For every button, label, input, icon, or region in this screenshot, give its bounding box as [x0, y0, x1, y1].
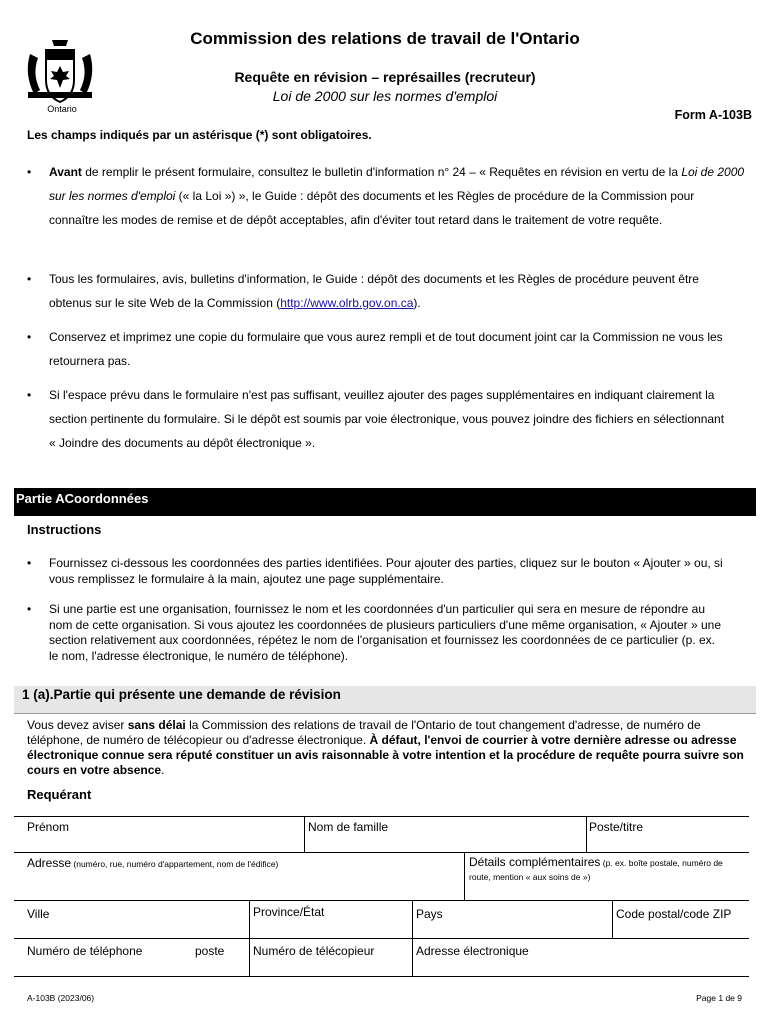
grid-line: [304, 816, 305, 852]
notice-emphasis: sans délai: [127, 718, 186, 732]
notice-text: .: [161, 763, 165, 777]
details-hint: (p. ex. boîte postale, numéro de route, mention « aux soins de »): [469, 858, 723, 882]
list-item: [27, 325, 745, 373]
bullet-text: ).: [413, 296, 421, 310]
bullet-text: (« la Loi ») », le Guide : dépôt des documents et les Règles de procédure de la Commission pour connaître les modes de remise et de dépôt acceptables, afin d'éviter tout retard dans le traitement de votre requête.: [49, 189, 695, 227]
page-title: Commission des relations de travail de l'Ontario: [190, 29, 580, 48]
list-item: [27, 556, 727, 587]
grid-line: [14, 852, 749, 853]
address-label: [27, 856, 278, 870]
olrb-website-link[interactable]: http://www.olrb.gov.on.ca: [280, 296, 414, 310]
act-title-italic: Loi de 2000 sur les normes d'emploi: [49, 165, 745, 203]
list-item: [27, 267, 745, 315]
act-name: Loi de 2000 sur les normes d'emploi: [272, 88, 498, 104]
bullet-text: Conservez et imprimez une copie du formulaire que vous aurez rempli et de tout document joint car la Commission ne vous les retournera pas.: [49, 330, 723, 368]
country-label: Pays: [416, 907, 443, 921]
instructions-heading: Instructions: [27, 522, 102, 537]
details-label-text: Détails complémentaires: [469, 855, 601, 869]
bullet-text: Tous les formulaires, avis, bulletins d'information, le Guide : dépôt des documents et les Règles de procédure peuvent être obtenus sur le site Web de la Commission (: [49, 272, 699, 310]
list-item: [27, 602, 727, 664]
page-number: Page 1 de 9: [696, 993, 742, 1003]
grid-line: [586, 816, 587, 852]
address-label-text: Adresse: [27, 856, 72, 870]
grid-line: [612, 900, 613, 938]
emphasis-text: Avant: [49, 165, 82, 179]
position-title-label: Poste/titre: [589, 820, 644, 834]
bullet-text: Si l'espace prévu dans le formulaire n'est pas suffisant, veuillez ajouter des pages supplémentaires en indiquant clairement la section pertinente du formulaire. Si le dépôt est soumis par voie électronique, vous pouvez joindre des fichiers en sélectionnant: [49, 388, 725, 426]
bullet-icon: •: [27, 165, 32, 179]
address-change-notice: [27, 718, 747, 778]
address-hint: (numéro, rue, numéro d'appartement, nom de l'édifice): [71, 859, 279, 869]
bullet-text: « Joindre des documents au dépôt électronique ».: [49, 436, 316, 450]
city-label: Ville: [27, 907, 50, 921]
fax-label: Numéro de télécopieur: [253, 944, 375, 958]
postal-code-label: Code postal/code ZIP: [616, 907, 732, 921]
extension-label: poste: [195, 944, 225, 958]
grid-line: [14, 816, 749, 817]
logo-wordmark: Ontario: [47, 104, 77, 114]
instruction-text: Fournissez ci-dessous les coordonnées des parties identifiées. Pour ajouter des parties, cliquez sur le bouton « Ajouter » ou, si vous remplissez le formulaire à la main, ajoutez une page supplémentaire.: [49, 556, 723, 586]
section-1a-header: 1 (a).Partie qui présente une demande de révision: [14, 686, 756, 714]
grid-line: [14, 976, 749, 977]
notice-text: la Commission des relations de travail de l'Ontario de tout changement d'adresse, de numéro de téléphone, de numéro de télécopieur ou d'adresse électronique.: [27, 718, 701, 747]
required-fields-note: Les champs indiqués par un astérisque (*) sont obligatoires.: [27, 128, 372, 142]
instruction-text: Si une partie est une organisation, fournissez le nom et les coordonnées d'un particulier qui sera en mesure de répondre au nom de cette organisation. Si vous ajoutez les coordonnées de plusieurs particuliers d'une même organisation, « Ajouter » une section relativement aux coordonnées, répétez le nom de l'organisation et fournissez les coordonnées de ce particulier (p. ex. le nom, l'adresse électronique, le numéro de téléphone).: [49, 602, 722, 663]
bullet-icon: •: [27, 388, 32, 402]
grid-line: [464, 852, 465, 900]
grid-line: [14, 900, 749, 901]
province-label: Province/État: [253, 905, 325, 919]
form-code-footer: A-103B (2023/06): [27, 993, 95, 1003]
list-item: [27, 383, 745, 455]
bullet-icon: •: [27, 330, 32, 344]
grid-line: [249, 900, 250, 976]
phone-label: Numéro de téléphone: [27, 944, 143, 958]
applicant-form-grid: [14, 816, 749, 977]
part-a-header: Partie ACoordonnées: [14, 488, 756, 516]
grid-line: [14, 938, 749, 939]
notice-text: Vous devez aviser: [27, 718, 128, 732]
email-label: Adresse électronique: [416, 944, 529, 958]
last-name-label: Nom de famille: [308, 820, 389, 834]
bullet-icon: •: [27, 556, 32, 570]
grid-line: [412, 900, 413, 976]
form-subtitle: Requête en révision – représailles (recruteur): [234, 69, 536, 85]
first-name-label: Prénom: [27, 820, 70, 834]
form-number: Form A-103B: [674, 108, 752, 122]
additional-details-label: [469, 856, 744, 884]
bullet-text: de remplir le présent formulaire, consultez le bulletin d'information n° 24 – « Requêtes en révision en vertu de la: [81, 165, 682, 179]
bullet-icon: •: [27, 272, 32, 286]
notice-emphasis: À défaut, l'envoi de courrier à votre dernière adresse ou adresse électronique connue sera réputé constituer un avis raisonnable à votre intention et la procédure de requête pourra suivre son cours en votre absence: [27, 733, 744, 777]
bullet-icon: •: [27, 602, 32, 616]
applicant-heading: Requérant: [27, 787, 92, 802]
list-item: [27, 160, 745, 232]
